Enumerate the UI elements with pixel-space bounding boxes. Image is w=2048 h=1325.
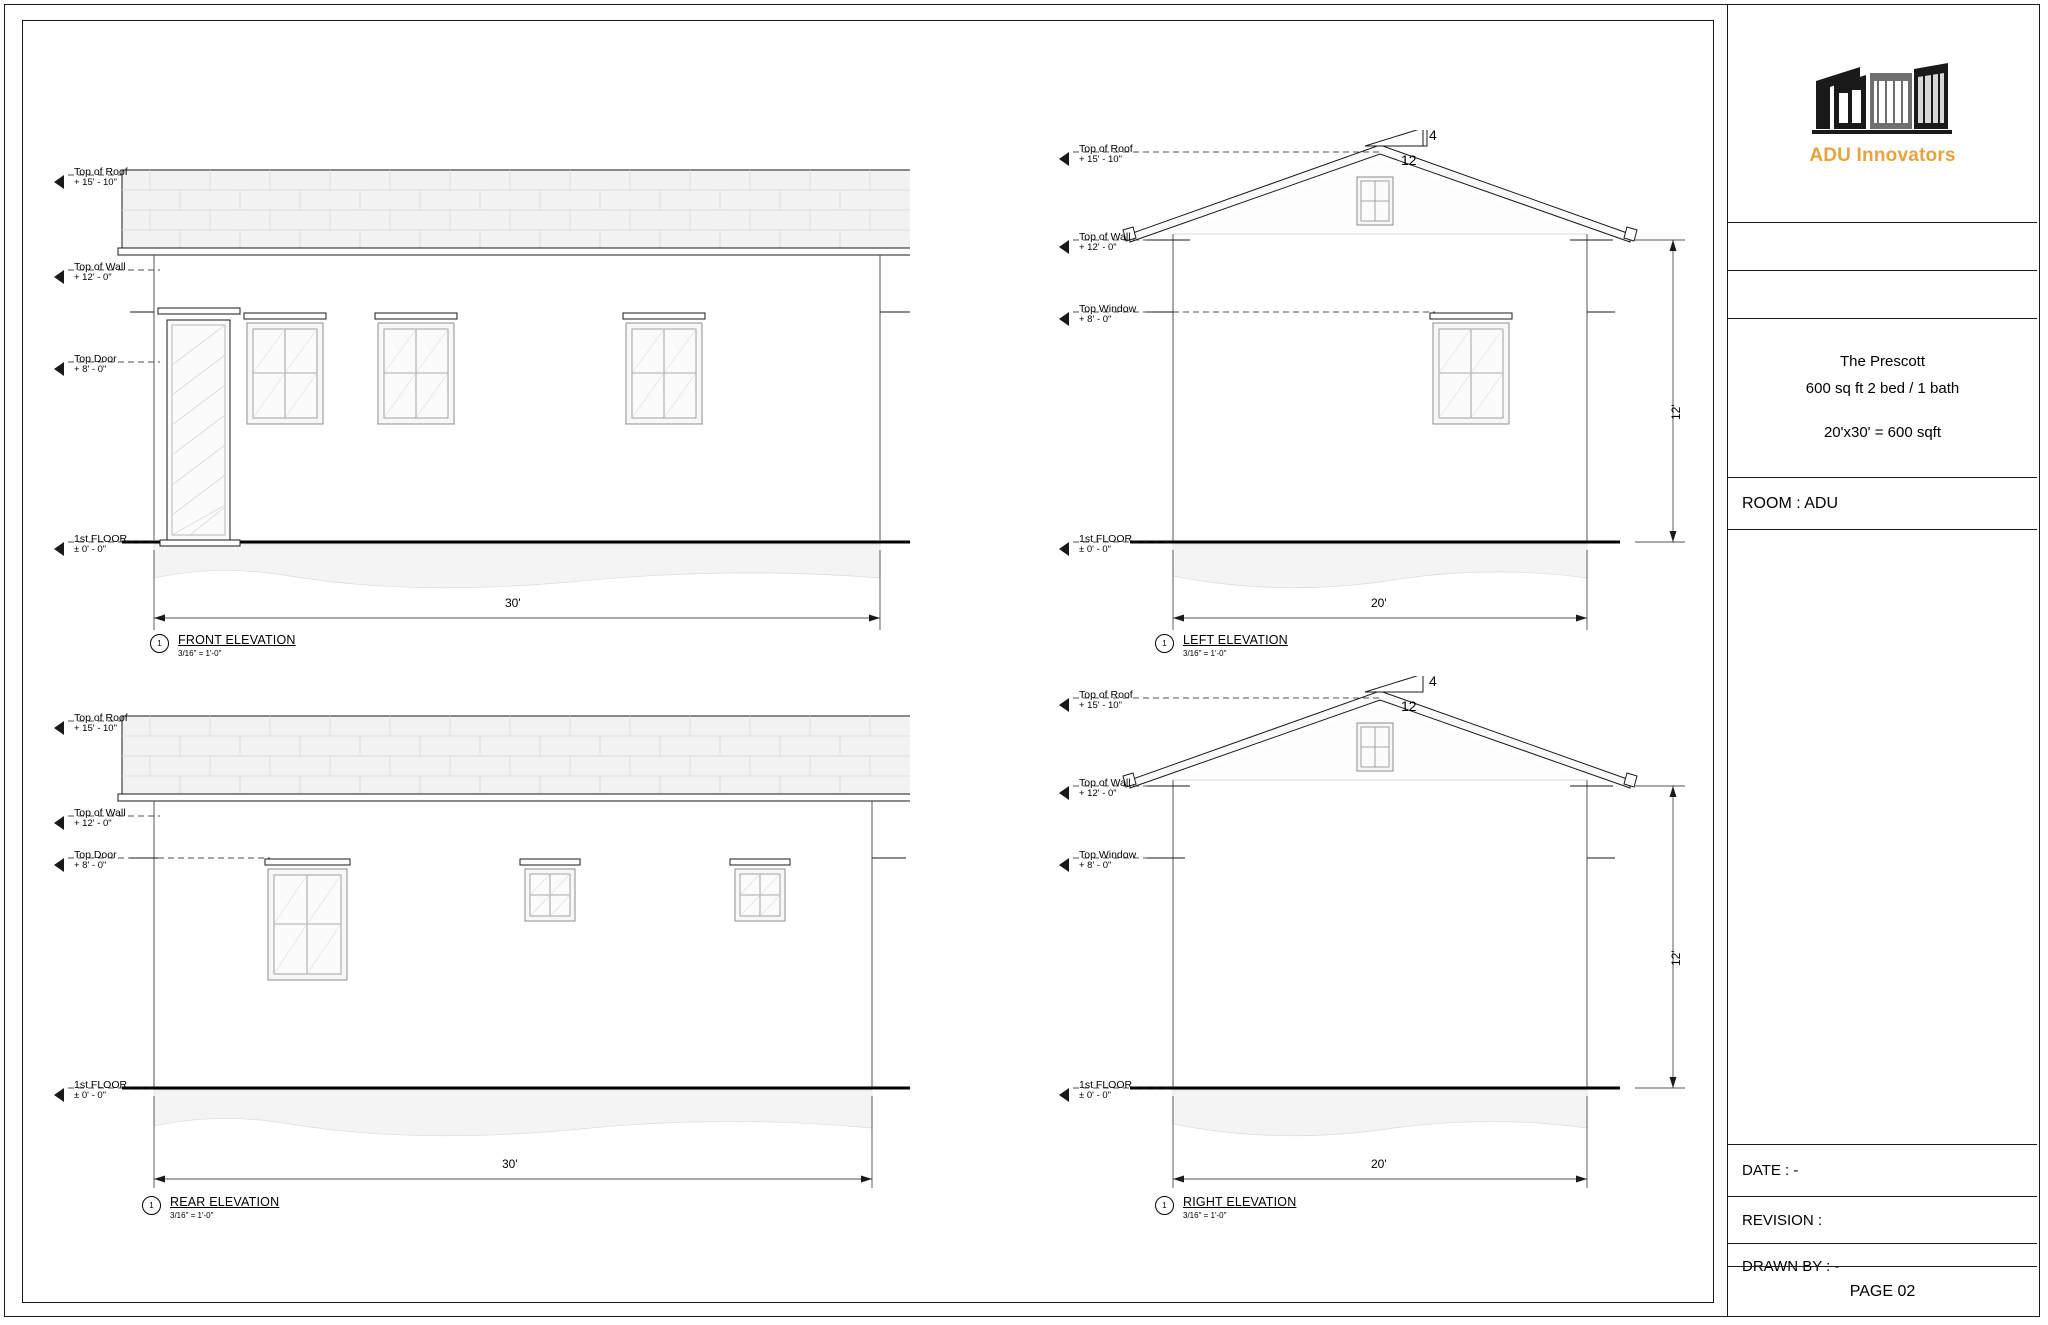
roof-pitch-rise: 4 xyxy=(1429,673,1437,689)
level-value: + 15' - 10" xyxy=(1079,154,1122,166)
left-height-dimension: 12' xyxy=(1669,404,1683,420)
rear-elevation-view xyxy=(30,676,910,1220)
view-title-text: REAR ELEVATION xyxy=(170,1195,280,1209)
level-tag-top-of-roof xyxy=(1079,143,1133,166)
project-area: 20'x30' = 600 sqft xyxy=(1823,424,1942,442)
roof-pitch-run: 12 xyxy=(1401,698,1417,714)
logo-text: ADU Innovators xyxy=(1809,145,1956,166)
level-tag-top-of-roof xyxy=(74,712,128,735)
level-value: + 12' - 0" xyxy=(74,818,112,830)
level-tag-first-floor xyxy=(74,1079,127,1102)
right-elevation-view xyxy=(1035,673,1685,1220)
view-bubble: 1 xyxy=(1155,634,1174,653)
title-block xyxy=(1727,4,2036,1317)
level-value: + 12' - 0" xyxy=(1079,788,1117,800)
right-width-dimension: 20' xyxy=(1371,1157,1387,1171)
level-value: ± 0' - 0" xyxy=(74,1090,107,1102)
project-description: 600 sq ft 2 bed / 1 bath xyxy=(1805,379,1960,397)
view-title-text: RIGHT ELEVATION xyxy=(1183,1195,1297,1209)
level-name: 1st FLOOR xyxy=(74,1079,128,1091)
titleblock-blank-row-1 xyxy=(1728,222,2037,270)
view-bubble: 1 xyxy=(1155,1196,1174,1215)
view-scale-text: 3/16" = 1'-0" xyxy=(1183,649,1227,658)
building-logo-icon xyxy=(1808,59,1958,139)
level-tag-top-window xyxy=(1079,303,1136,326)
level-name: Top of Roof xyxy=(74,712,128,724)
level-name: Top Window xyxy=(1079,303,1137,315)
level-name: 1st FLOOR xyxy=(1079,1079,1133,1091)
front-elevation-drawing xyxy=(30,130,910,650)
level-tag-top-door xyxy=(74,353,117,376)
project-info-block xyxy=(1728,318,2037,477)
level-name: 1st FLOOR xyxy=(1079,533,1133,545)
level-value: ± 0' - 0" xyxy=(1079,544,1112,556)
room-label: ROOM : ADU xyxy=(1728,477,2037,529)
right-height-dimension: 12' xyxy=(1669,950,1683,966)
left-elevation-view xyxy=(1035,127,1685,658)
level-value: + 12' - 0" xyxy=(1079,242,1117,254)
view-bubble: 1 xyxy=(142,1196,161,1215)
level-name: Top Door xyxy=(74,353,117,365)
date-field[interactable]: DATE : - xyxy=(1728,1144,2037,1196)
view-scale-text: 3/16" = 1'-0" xyxy=(170,1211,214,1220)
level-name: Top of Wall xyxy=(74,261,126,273)
level-tag-top-of-roof xyxy=(74,166,128,189)
level-tag-top-of-wall xyxy=(74,807,126,830)
right-elevation-title xyxy=(1183,1195,1296,1220)
level-tag-top-of-roof xyxy=(1079,689,1133,712)
level-tag-top-window xyxy=(1079,849,1136,872)
level-tag-first-floor xyxy=(1079,1079,1132,1102)
level-value: + 15' - 10" xyxy=(74,177,117,189)
level-name: Top Door xyxy=(74,849,117,861)
left-width-dimension: 20' xyxy=(1371,596,1387,610)
page-label-text: PAGE 02 xyxy=(1849,1283,1916,1300)
level-value: + 15' - 10" xyxy=(1079,700,1122,712)
project-name: The Prescott xyxy=(1839,353,1926,371)
level-value: + 8' - 0" xyxy=(74,364,107,376)
view-title-text: LEFT ELEVATION xyxy=(1183,633,1288,647)
titleblock-notes-area xyxy=(1728,529,2037,1144)
level-tag-top-of-wall xyxy=(1079,231,1131,254)
level-name: Top of Wall xyxy=(1079,777,1131,789)
roof-pitch-run: 12 xyxy=(1401,152,1417,168)
level-name: Top of Wall xyxy=(1079,231,1131,243)
rear-elevation-title xyxy=(170,1195,279,1220)
front-elevation-view xyxy=(30,130,910,658)
level-value: + 15' - 10" xyxy=(74,723,117,735)
level-value: ± 0' - 0" xyxy=(74,544,107,556)
logo-block xyxy=(1728,4,2037,222)
roof-pitch-rise: 4 xyxy=(1429,127,1437,143)
view-scale-text: 3/16" = 1'-0" xyxy=(1183,1211,1227,1220)
level-value: + 8' - 0" xyxy=(74,860,107,872)
level-tag-first-floor xyxy=(1079,533,1132,556)
left-elevation-title xyxy=(1183,633,1288,658)
page-label xyxy=(1728,1266,2037,1317)
level-name: Top of Roof xyxy=(1079,689,1133,701)
level-tag-top-of-wall xyxy=(74,261,126,284)
view-title-text: FRONT ELEVATION xyxy=(178,633,296,647)
drawn-by-field[interactable]: DRAWN BY : - xyxy=(1728,1243,2037,1288)
view-bubble: 1 xyxy=(150,634,169,653)
revision-field[interactable]: REVISION : xyxy=(1728,1196,2037,1243)
level-name: 1st FLOOR xyxy=(74,533,128,545)
front-elevation-title xyxy=(178,633,296,658)
level-tag-first-floor xyxy=(74,533,127,556)
rear-elevation-drawing xyxy=(30,676,910,1196)
rear-width-dimension: 30' xyxy=(502,1157,518,1171)
level-value: + 8' - 0" xyxy=(1079,860,1112,872)
level-tag-top-door xyxy=(74,849,117,872)
level-name: Top Window xyxy=(1079,849,1137,861)
level-tag-top-of-wall xyxy=(1079,777,1131,800)
left-elevation-drawing xyxy=(1035,130,1685,650)
level-name: Top of Roof xyxy=(1079,143,1133,155)
level-name: Top of Wall xyxy=(74,807,126,819)
right-elevation-drawing xyxy=(1035,676,1685,1196)
level-name: Top of Roof xyxy=(74,166,128,178)
view-scale-text: 3/16" = 1'-0" xyxy=(178,649,222,658)
level-value: + 8' - 0" xyxy=(1079,314,1112,326)
level-value: + 12' - 0" xyxy=(74,272,112,284)
front-width-dimension: 30' xyxy=(505,596,521,610)
level-value: ± 0' - 0" xyxy=(1079,1090,1112,1102)
titleblock-blank-row-2 xyxy=(1728,270,2037,318)
